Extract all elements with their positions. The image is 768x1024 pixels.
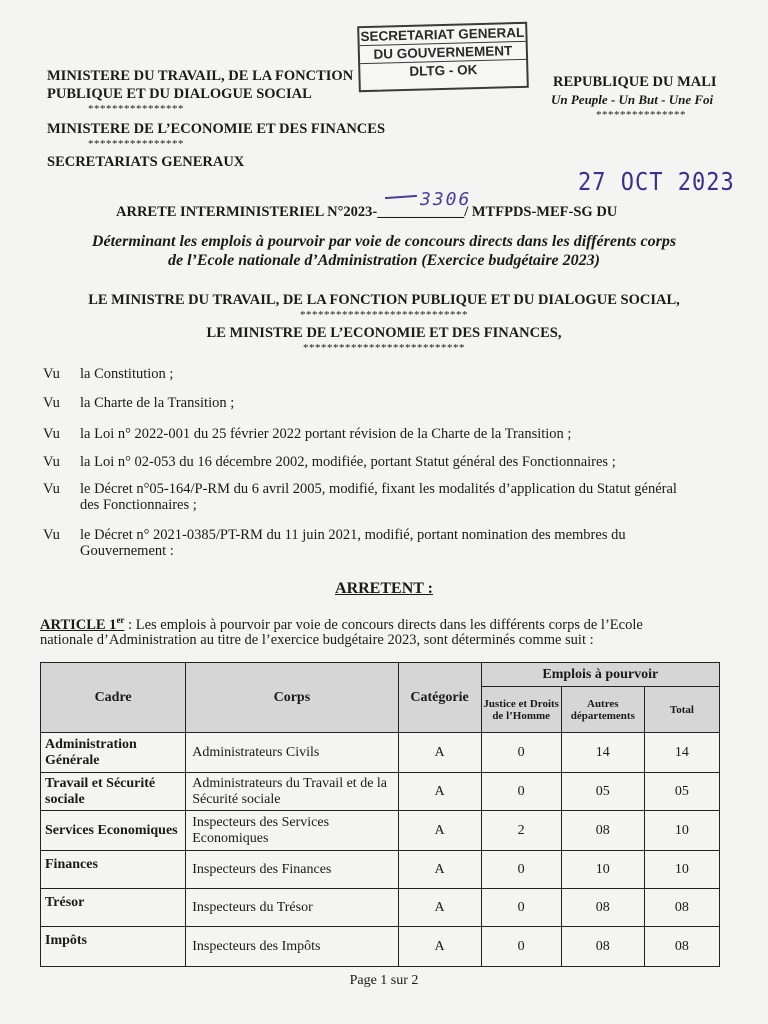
header-cadre: Cadre [41,663,186,733]
article-1-text-cont: nationale d’Administration au titre de l’exercice budgétaire 2023, sont déterminés comme suit : [40,632,594,648]
cell-categorie: A [398,811,481,851]
header-justice: Justice et Droits de l’Homme [481,687,561,733]
cell-corps: Administrateurs Civils [186,733,398,773]
emplois-table [40,662,720,967]
vu-text: la Loi n° 02-053 du 16 décembre 2002, modifiée, portant Statut général des Fonctionnaires ; [80,454,616,470]
table-row [41,811,720,851]
cell-justice: 0 [481,889,561,927]
vu-text: la Constitution ; [80,366,174,382]
stars-1: **************** [88,103,184,115]
country-title: REPUBLIQUE DU MALI [553,74,717,90]
header-total: Total [644,687,719,733]
header-corps: Corps [186,663,398,733]
cell-autres: 08 [561,927,644,967]
arretent-heading: ARRETENT : [335,580,433,597]
stars-3: **************************** [300,309,468,321]
vu-label: Vu [43,527,60,543]
vu-text-cont: des Fonctionnaires ; [80,497,197,513]
vu-label: Vu [43,395,60,411]
stamp-line-1: SECRETARIAT GENERAL [359,24,525,46]
cell-autres: 05 [561,773,644,811]
cell-autres: 10 [561,851,644,889]
ministry-2: MINISTERE DE L’ECONOMIE ET DES FINANCES [47,121,386,137]
cell-total: 08 [644,927,719,967]
header-autres: Autres départements [561,687,644,733]
vu-text: le Décret n°05-164/P-RM du 6 avril 2005, modifié, fixant les modalités d’application du Statut général [80,481,677,497]
article-1-label: ARTICLE 1er [40,615,125,633]
vu-item [43,527,743,561]
cell-categorie: A [398,889,481,927]
arrete-title: ARRETE INTERMINISTERIEL N°2023-____________/ MTFPDS-MEF-SG DU [116,204,618,220]
page-footer: Page 1 sur 2 [349,973,419,988]
vu-label: Vu [43,481,60,497]
cell-corps: Inspecteurs des Services Economiques [186,811,398,851]
cell-corps: Administrateurs du Travail et de la Sécurité sociale [186,773,398,811]
vu-text: le Décret n° 2021-0385/PT-RM du 11 juin 2021, modifié, portant nomination des membres du [80,527,626,543]
minister-2: LE MINISTRE DE L’ECONOMIE ET DES FINANCES, [206,325,562,341]
cell-corps: Inspecteurs du Trésor [186,889,398,927]
minister-1: LE MINISTRE DU TRAVAIL, DE LA FONCTION PUBLIQUE ET DU DIALOGUE SOCIAL, [88,292,680,308]
cell-autres: 08 [561,889,644,927]
table-row [41,773,720,811]
cell-autres: 08 [561,811,644,851]
vu-text: la Charte de la Transition ; [80,395,235,411]
vu-text-cont: Gouvernement : [80,543,174,559]
vu-item [43,454,743,470]
header-emplois: Emplois à pourvoir [481,663,719,687]
secretariats: SECRETARIATS GENERAUX [47,154,245,170]
ministry-1-line-1: MINISTERE DU TRAVAIL, DE LA FONCTION [47,68,354,84]
vu-item [43,366,743,382]
cell-justice: 0 [481,733,561,773]
header-categorie: Catégorie [398,663,481,733]
vu-item [43,481,743,515]
cell-cadre: Finances [41,851,186,889]
cell-corps: Inspecteurs des Finances [186,851,398,889]
subject-line-2: de l’Ecole nationale d’Administration (Exercice budgétaire 2023) [168,252,600,269]
stamp-line-2: DU GOUVERNEMENT [360,42,526,64]
article-1 [40,612,730,634]
cell-total: 08 [644,889,719,927]
cell-categorie: A [398,773,481,811]
cell-categorie: A [398,733,481,773]
cell-justice: 0 [481,773,561,811]
date-stamp: 27 OCT 2023 [578,168,735,197]
table-row [41,851,720,889]
vu-label: Vu [43,426,60,442]
secretariat-stamp [357,22,529,92]
subject-line-1: Déterminant les emplois à pourvoir par voie de concours directs dans les différents corps [91,233,677,250]
number-scribble [385,195,417,199]
stars-2: **************** [88,138,184,150]
cell-justice: 0 [481,851,561,889]
cell-total: 14 [644,733,719,773]
number-stamp: 3306 [420,189,472,210]
country-motto: Un Peuple - Un But - Une Foi [551,92,714,107]
article-1-text: : Les emplois à pourvoir par voie de concours directs dans les différents corps de l’Ecole [124,616,643,633]
cell-categorie: A [398,927,481,967]
cell-corps: Inspecteurs des Impôts [186,927,398,967]
stamp-line-3: DLTG - OK [409,62,478,79]
cell-justice: 0 [481,927,561,967]
cell-justice: 2 [481,811,561,851]
cell-total: 10 [644,851,719,889]
cell-cadre: Administration Générale [41,733,186,773]
vu-label: Vu [43,366,60,382]
cell-total: 10 [644,811,719,851]
table-row [41,889,720,927]
vu-item [43,395,743,411]
ministry-1-line-2: PUBLIQUE ET DU DIALOGUE SOCIAL [47,86,312,102]
cell-cadre: Services Economiques [41,811,186,851]
cell-cadre: Travail et Sécurité sociale [41,773,186,811]
cell-categorie: A [398,851,481,889]
cell-cadre: Impôts [41,927,186,967]
vu-item [43,426,743,442]
cell-total: 05 [644,773,719,811]
stars-4: *************************** [303,342,465,354]
stars-right: *************** [596,109,686,121]
vu-text: la Loi n° 2022-001 du 25 février 2022 portant révision de la Charte de la Transition ; [80,426,572,442]
cell-cadre: Trésor [41,889,186,927]
vu-label: Vu [43,454,60,470]
table-row [41,733,720,773]
table-row [41,927,720,967]
cell-autres: 14 [561,733,644,773]
